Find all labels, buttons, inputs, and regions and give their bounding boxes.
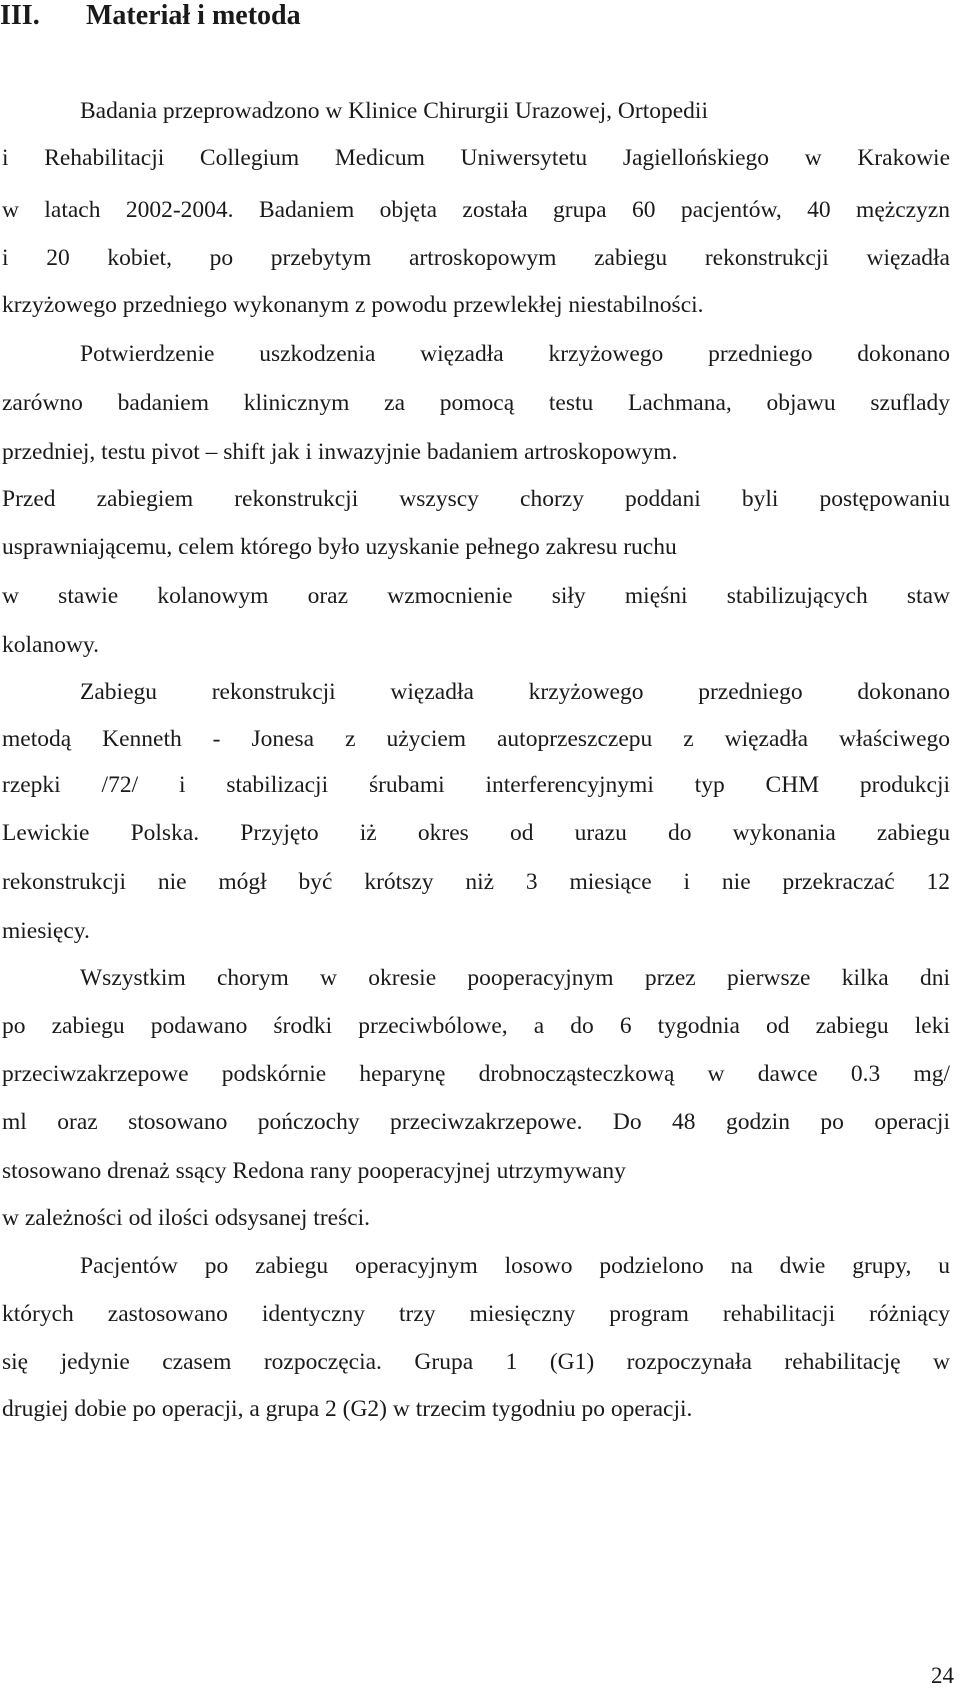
page-number: 24 — [931, 1663, 954, 1688]
text-line: w stawie kolanowym oraz wzmocnienie siły mięśni stabilizujących staw — [2, 583, 950, 609]
text-line: miesięcy. — [2, 918, 90, 944]
text-line: przedniej, testu pivot – shift jak i inwazyjnie badaniem artroskopowym. — [2, 439, 678, 465]
text-line: w latach 2002-2004. Badaniem objęta została grupa 60 pacjentów, 40 mężczyzn — [2, 197, 950, 223]
text-line: kolanowy. — [2, 632, 100, 658]
text-line: przeciwzakrzepowe podskórnie heparynę drobnocząsteczkową w dawce 0.3 mg/ — [2, 1061, 950, 1087]
text-line: i Rehabilitacji Collegium Medicum Uniwersytetu Jagiellońskiego w Krakowie — [2, 145, 950, 171]
text-line: Badania przeprowadzono w Klinice Chirurgii Urazowej, Ortopedii — [80, 98, 708, 124]
text-line: rzepki /72/ i stabilizacji śrubami interferencyjnymi typ CHM produkcji — [2, 772, 950, 798]
text-line: Lewickie Polska. Przyjęto iż okres od urazu do wykonania zabiegu — [2, 820, 950, 846]
text-line: Wszystkim chorym w okresie pooperacyjnym przez pierwsze kilka dni — [80, 965, 950, 991]
text-line: krzyżowego przedniego wykonanym z powodu przewlekłej niestabilności. — [2, 292, 704, 318]
text-line: Przed zabiegiem rekonstrukcji wszyscy chorzy poddani byli postępowaniu — [2, 486, 950, 512]
section-heading — [0, 0, 301, 32]
text-line: w zależności od ilości odsysanej treści. — [2, 1205, 371, 1231]
text-line: drugiej dobie po operacji, a grupa 2 (G2) w trzecim tygodniu po operacji. — [2, 1396, 693, 1422]
text-line: i 20 kobiet, po przebytym artroskopowym zabiegu rekonstrukcji więzadła — [2, 245, 950, 271]
section-title: Materiał i metoda — [86, 0, 301, 31]
text-line: stosowano drenaż ssący Redona rany pooperacyjnej utrzymywany — [2, 1158, 626, 1184]
text-line: Zabiegu rekonstrukcji więzadła krzyżowego przedniego dokonano — [80, 679, 950, 705]
text-line: Pacjentów po zabiegu operacyjnym losowo podzielono na dwie grupy, u — [80, 1253, 950, 1279]
text-line: po zabiegu podawano środki przeciwbólowe, a do 6 tygodnia od zabiegu leki — [2, 1013, 950, 1039]
text-line: się jedynie czasem rozpoczęcia. Grupa 1 (G1) rozpoczynała rehabilitację w — [2, 1349, 950, 1375]
text-line: usprawniającemu, celem którego było uzyskanie pełnego zakresu ruchu — [2, 534, 677, 560]
text-line: zarówno badaniem klinicznym za pomocą testu Lachmana, objawu szuflady — [2, 390, 950, 416]
text-line: których zastosowano identyczny trzy miesięczny program rehabilitacji różniący — [2, 1301, 950, 1327]
text-line: metodą Kenneth - Jonesa z użyciem autoprzeszczepu z więzadła właściwego — [2, 726, 950, 752]
section-number: III. — [0, 0, 40, 31]
text-line: rekonstrukcji nie mógł być krótszy niż 3 miesiące i nie przekraczać 12 — [2, 869, 950, 895]
text-line: Potwierdzenie uszkodzenia więzadła krzyżowego przedniego dokonano — [80, 341, 950, 367]
text-line: ml oraz stosowano pończochy przeciwzakrzepowe. Do 48 godzin po operacji — [2, 1109, 950, 1135]
